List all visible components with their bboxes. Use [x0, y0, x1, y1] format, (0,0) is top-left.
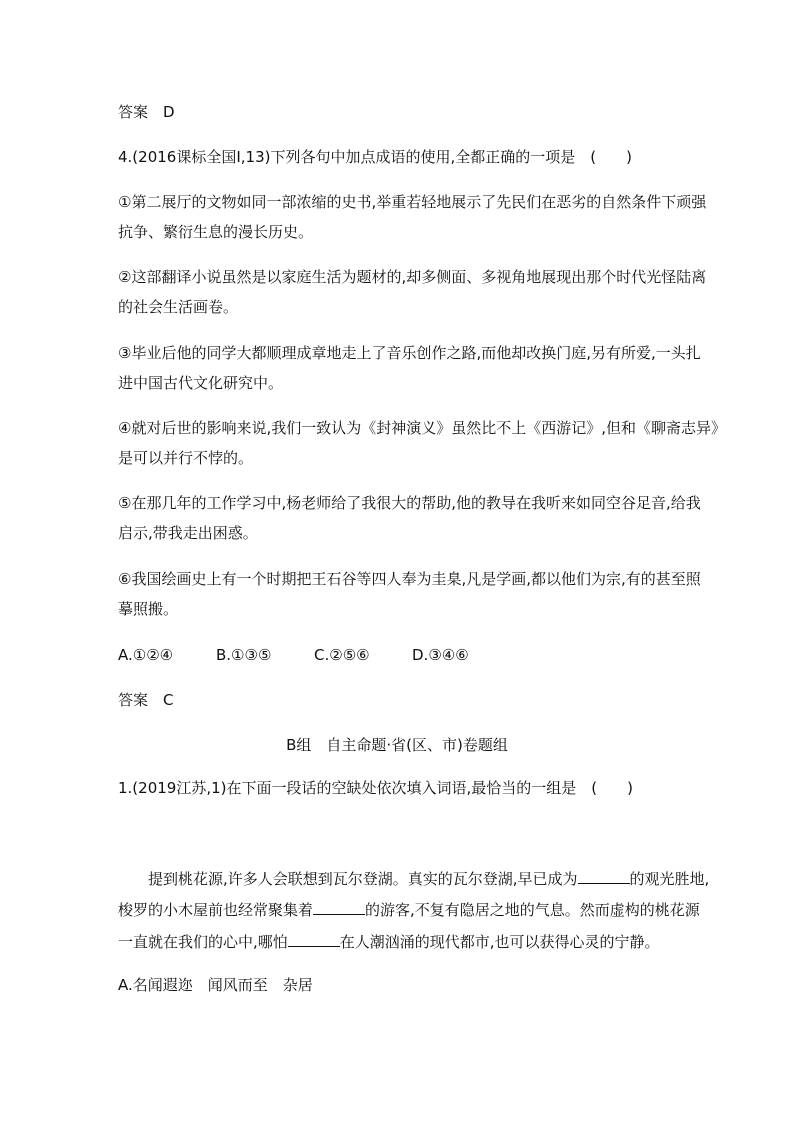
- fill-blank-1[interactable]: [578, 869, 630, 884]
- q1-passage-text-3b: 在人潮汹涌的现代都市,也可以获得心灵的宁静。: [339, 933, 660, 951]
- q4-item-4-line-2: 是可以并行不悖的。: [118, 449, 254, 467]
- question-1-stem: 1.(2019江苏,1)在下面一段话的空缺处依次填入词语,最恰当的一组是 ( ): [118, 779, 633, 797]
- section-title: B组 自主命题·省(区、市)卷题组: [286, 736, 508, 754]
- q4-option-d: D.③④⑥: [412, 646, 469, 664]
- q1-passage-text-1b: 的观光胜地,: [629, 870, 710, 888]
- q4-item-5-line-1: ⑤在那几年的工作学习中,杨老师给了我很大的帮助,他的教导在我听来如同空谷足音,给我: [118, 494, 701, 512]
- q4-item-1-line-1: ①第二展厅的文物如同一部浓缩的史书,举重若轻地展示了先民们在恶劣的自然条件下顽强: [118, 193, 707, 211]
- q4-item-5-line-2: 启示,带我走出困惑。: [118, 524, 258, 542]
- answer-label-1: 答案 D: [118, 103, 175, 121]
- q1-passage-line-2: [118, 900, 700, 920]
- q4-option-a: A.①②④: [118, 646, 174, 664]
- q4-item-2-line-2: 的社会生活画卷。: [118, 298, 239, 316]
- q4-item-1-line-2: 抗争、繁衍生息的漫长历史。: [118, 223, 314, 241]
- question-4-stem: 4.(2016课标全国Ⅰ,13)下列各句中加点成语的使用,全都正确的一项是 ( ): [118, 148, 632, 166]
- q4-options: [118, 645, 510, 665]
- answer-label-2: 答案 C: [118, 691, 174, 709]
- fill-blank-3[interactable]: [288, 932, 340, 947]
- q1-passage-text-2a: 梭罗的小木屋前也经常聚集着: [118, 901, 314, 919]
- q4-item-3-line-1: ③毕业后他的同学大都顺理成章地走上了音乐创作之路,而他却改换门庭,另有所爱,一头扎: [118, 344, 701, 362]
- q4-item-6-line-1: ⑥我国绘画史上有一个时期把王石谷等四人奉为圭臬,凡是学画,都以他们为宗,有的甚至照: [118, 570, 701, 588]
- q4-item-3-line-2: 进中国古代文化研究中。: [118, 374, 284, 392]
- q1-passage-line-3: [118, 932, 660, 952]
- q1-option-a: A.名闻遐迩 闻风而至 杂居: [118, 976, 313, 994]
- q1-passage-line-1: [148, 869, 709, 889]
- q1-passage-text-2b: 的游客,不复有隐居之地的气息。然而虚构的桃花源: [365, 901, 700, 919]
- q4-item-6-line-2: 摹照搬。: [118, 600, 179, 618]
- q4-option-b: B.①③⑤: [216, 646, 272, 664]
- q4-item-2-line-1: ②这部翻译小说虽然是以家庭生活为题材的,却多侧面、多视角地展现出那个时代光怪陆离: [118, 268, 707, 286]
- q1-passage-text-1a: 提到桃花源,许多人会联想到瓦尔登湖。真实的瓦尔登湖,早已成为: [148, 870, 578, 888]
- q4-option-c: C.②⑤⑥: [314, 646, 370, 664]
- fill-blank-2[interactable]: [313, 900, 365, 915]
- q1-passage-text-3a: 一直就在我们的心中,哪怕: [118, 933, 288, 951]
- q4-item-4-line-1: ④就对后世的影响来说,我们一致认为《封神演义》虽然比不上《西游记》,但和《聊斋志异》: [118, 419, 726, 437]
